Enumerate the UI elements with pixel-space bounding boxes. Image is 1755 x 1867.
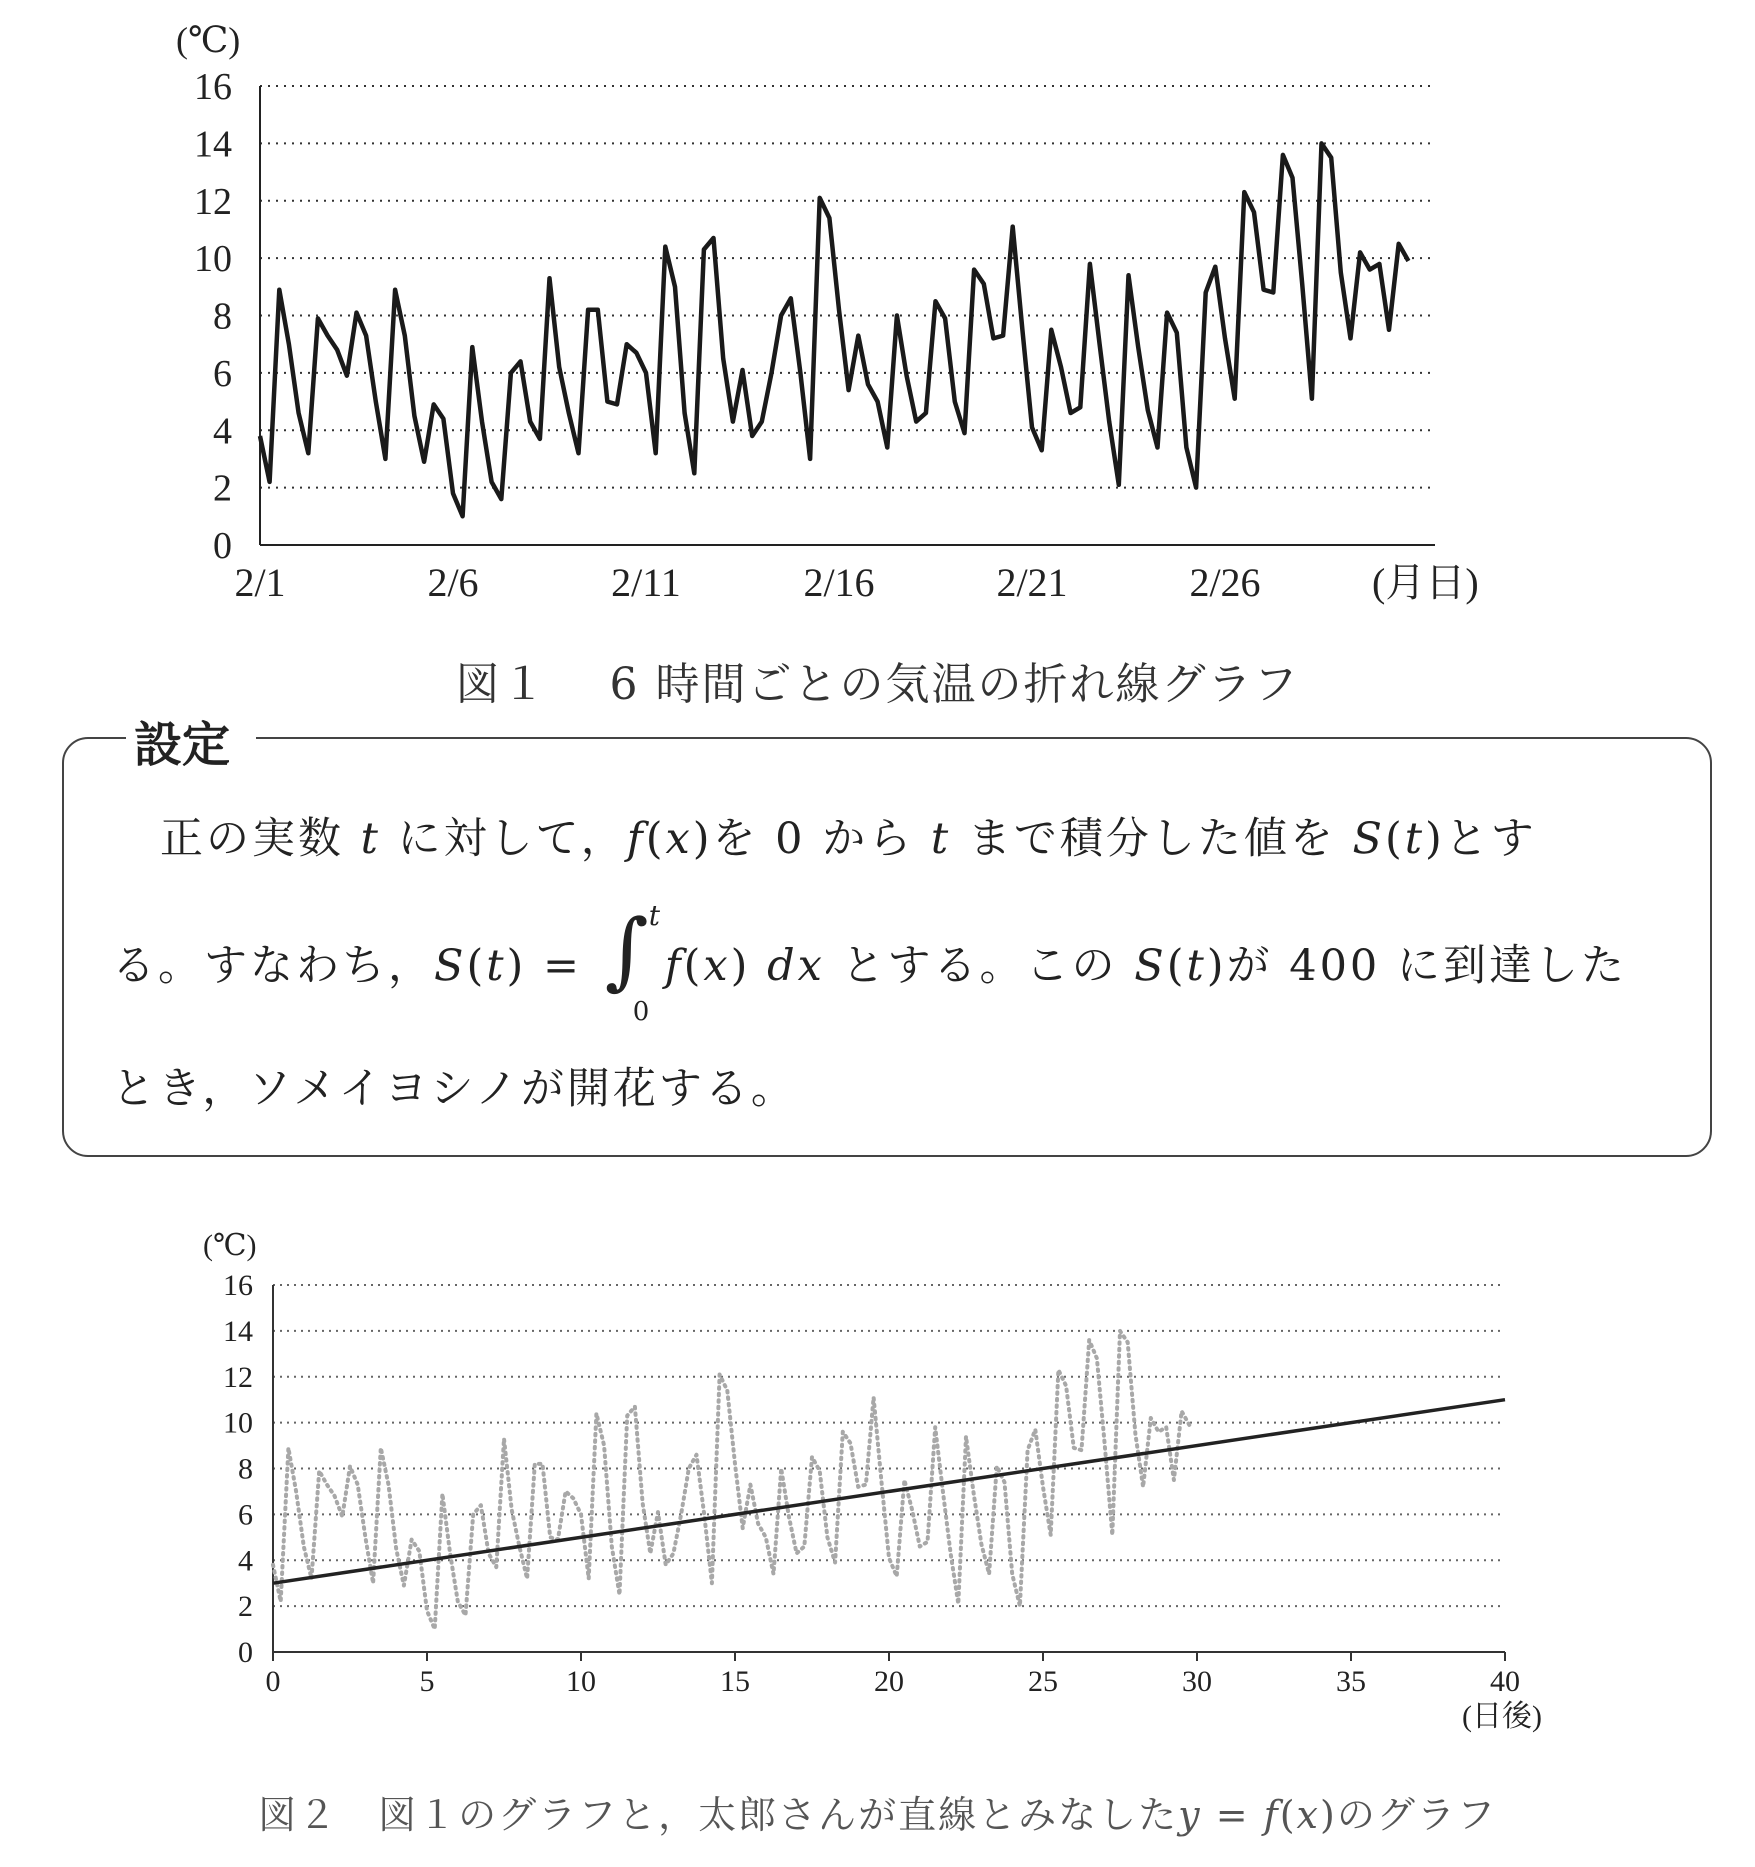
fig2-y-tick-label: 16	[223, 1269, 253, 1302]
fig1-y-tick-labels	[194, 66, 232, 567]
fig2-x-tick-label: 35	[1336, 1665, 1366, 1698]
fig1-y-tick-label: 14	[194, 123, 232, 166]
fig2-x-axis-label: (日後)	[1462, 1700, 1542, 1733]
fig2-x-tick-label: 40	[1490, 1665, 1520, 1698]
fig1-y-tick-label: 0	[213, 525, 232, 567]
fig2-y-tick-label: 0	[238, 1636, 253, 1669]
fig2-y-tick-label: 12	[223, 1360, 253, 1394]
fig1-unit-label: (℃)	[176, 20, 241, 60]
fig2-y-tick-label: 14	[223, 1314, 253, 1348]
fig2-gridlines	[273, 1285, 1505, 1606]
fig1-x-tick-label: 2/16	[803, 560, 875, 605]
fig2-x-tick-label: 25	[1028, 1665, 1058, 1698]
fig1-y-tick-label: 6	[213, 352, 232, 395]
fig1-x-tick-label: 2/1	[234, 560, 286, 605]
fig2-y-tick-labels	[223, 1269, 253, 1669]
fig2-y-tick-label: 6	[238, 1498, 253, 1532]
settings-text-line-1: 正の実数 t に対して，f(x)を 0 から t まで積分した値を S(t)とす	[160, 814, 1537, 864]
fig2-y-tick-label: 4	[238, 1544, 253, 1578]
figure1-chart	[0, 0, 1755, 620]
fig2-x-tick-label: 20	[874, 1665, 904, 1698]
fig1-y-tick-label: 12	[194, 180, 232, 223]
fig1-x-axis-label: (月日)	[1372, 560, 1479, 605]
fig2-x-tick-labels	[266, 1652, 1521, 1698]
fig2-x-tick-label: 0	[265, 1665, 281, 1698]
fig1-y-tick-label: 2	[213, 467, 232, 510]
settings-text-line-2: る。すなわち，S(t) = ∫ t 0 f(x) dx とする。この S(t)が 400 に到達した	[112, 899, 1627, 1027]
fig1-gridlines	[260, 86, 1435, 488]
fig2-x-tick-label: 5	[419, 1665, 435, 1698]
fig1-x-tick-label: 2/21	[996, 560, 1068, 605]
fig2-x-tick-label: 15	[720, 1665, 750, 1698]
fig1-x-tick-label: 2/26	[1189, 560, 1261, 605]
fig2-figure1-dotted-line	[273, 1331, 1189, 1629]
figure2-caption: 図２ 図１のグラフと，太郎さんが直線とみなしたy = f(x)のグラフ	[258, 1793, 1497, 1837]
fig2-y-tick-label: 8	[238, 1452, 253, 1486]
fig1-temperature-line	[260, 143, 1408, 516]
integral-sign: ∫ t 0	[604, 899, 663, 1027]
fig2-x-tick-label: 30	[1182, 1665, 1212, 1698]
fig1-x-tick-label: 2/6	[427, 560, 479, 605]
fig1-y-tick-label: 16	[194, 66, 232, 108]
fig1-x-tick-labels	[234, 560, 1260, 605]
fig2-unit-label: (℃)	[203, 1229, 257, 1262]
settings-box-title: 設定	[126, 706, 256, 775]
figure2-chart	[0, 1220, 1755, 1780]
fig1-y-tick-label: 4	[213, 410, 232, 453]
fig2-x-tick-label: 10	[566, 1665, 596, 1698]
settings-text-line-3: とき，ソメイヨシノが開花する。	[112, 1064, 797, 1114]
fig1-x-tick-label: 2/11	[611, 560, 681, 605]
figure1-caption: 図１ 6 時間ごとの気温の折れ線グラフ	[455, 659, 1300, 710]
fig2-y-tick-label: 2	[238, 1590, 253, 1624]
fig1-y-tick-label: 10	[194, 238, 232, 281]
fig1-y-tick-label: 8	[213, 295, 232, 338]
fig2-y-tick-label: 10	[223, 1406, 253, 1440]
